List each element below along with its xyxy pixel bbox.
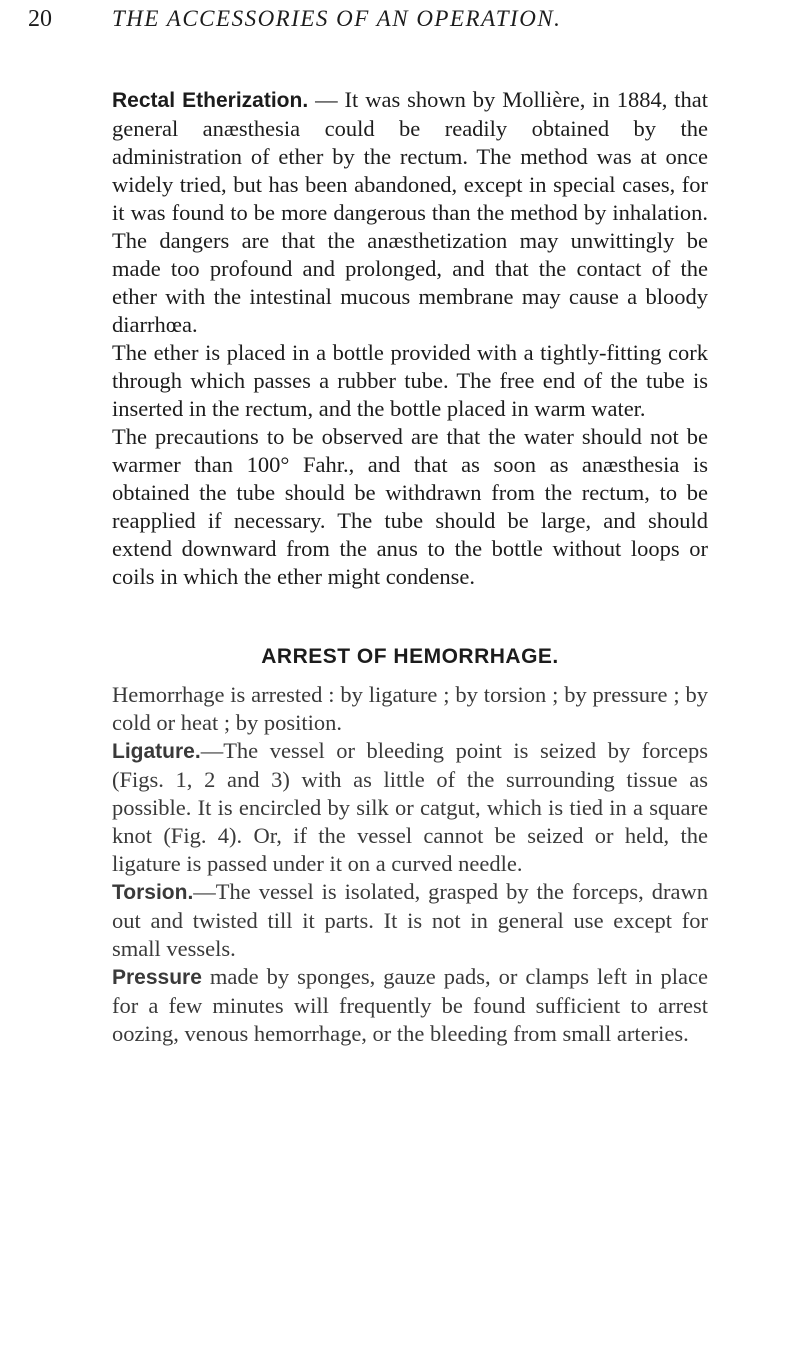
precautions-paragraph: The precautions to be observed are that the water should not be warmer than 100° Fahr., and that as soon as anæsthesia is obtained the tube should be withdrawn from the rectum, to be reapplied if necessary. The tube should be large, and should extend downward from the anus to the bottle without loops or coils in which the ether might condense. — [112, 424, 708, 589]
rectal-etherization-heading: Rectal Etherization. — [112, 89, 309, 112]
pressure-paragraph — [112, 963, 708, 1048]
pressure-text: made by sponges, gauze pads, or clamps left in place for a few minutes will frequently be found sufficient to arrest oozing, venous hemorrhage, or the bleeding from small arteries. — [112, 964, 708, 1046]
ether-bottle-paragraph: The ether is placed in a bottle provided with a tightly-fitting cork through which passes a rubber tube. The free end of the tube is inserted in the rectum, and the bottle placed in warm water. — [112, 340, 708, 421]
section-heading-arrest-of-hemorrhage: ARREST OF HEMORRHAGE. — [261, 645, 559, 668]
pressure-heading: Pressure — [112, 966, 202, 989]
body-text — [112, 86, 708, 1048]
torsion-heading: Torsion. — [112, 881, 194, 904]
ligature-heading: Ligature. — [112, 740, 201, 763]
page-number: 20 — [28, 6, 52, 32]
ligature-text: —The vessel or bleeding point is seized by forceps (Figs. 1, 2 and 3) with as little of the surrounding tissue as possible. It is encircled by silk or catgut, which is tied in a square knot (Fig. 4). Or, if the vessel cannot be seized or held, the ligature is passed under it on a curved needle. — [112, 738, 708, 876]
torsion-text: —The vessel is isolated, grasped by the forceps, drawn out and twisted till it parts. It is not in general use except for small vessels. — [112, 879, 708, 961]
ligature-paragraph — [112, 737, 708, 878]
rectal-etherization-text: — It was shown by Mollière, in 1884, that general anæsthesia could be readily obtained by the administration of ether by the rectum. The method was at once widely tried, but has been abandoned, except in special cases, for it was found to be more dangerous than the method by inhalation. The dangers are that the anæsthetization may unwittingly be made too profound and prolonged, and that the contact of the ether with the intestinal mucous membrane may cause a bloody diarrhœa. — [112, 87, 708, 337]
hemorrhage-intro-paragraph: Hemorrhage is arrested : by ligature ; by torsion ; by pressure ; by cold or heat ; by position. — [112, 682, 708, 735]
running-head — [28, 6, 708, 42]
torsion-paragraph — [112, 878, 708, 963]
rectal-etherization-paragraph — [112, 86, 708, 339]
running-title: THE ACCESSORIES OF AN OPERATION. — [112, 6, 562, 31]
